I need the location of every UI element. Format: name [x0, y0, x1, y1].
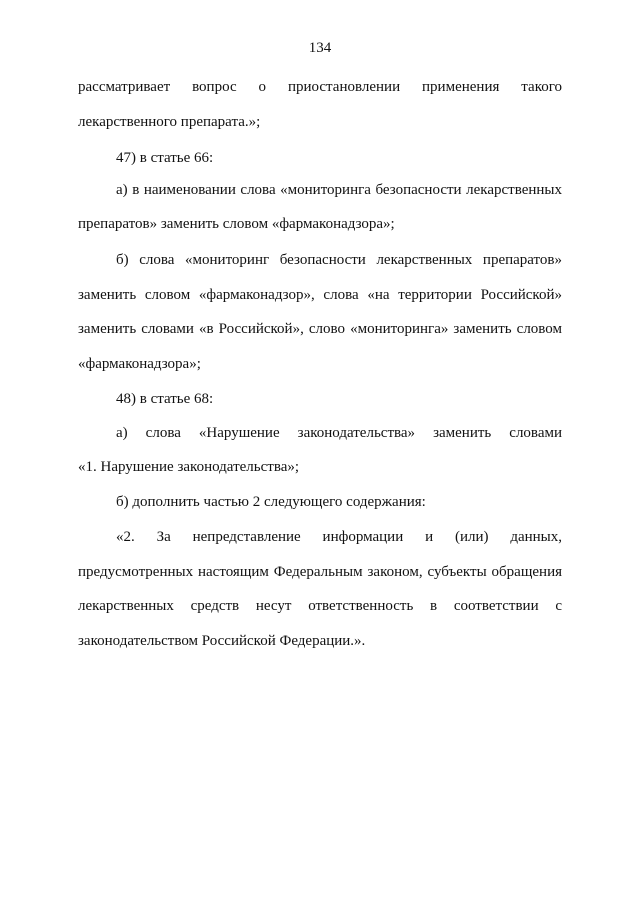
text-line: а) слова «Нарушение законодательства» заменить словами	[116, 425, 562, 441]
text-line: предусмотренных настоящим Федеральным законом, субъекты обращения	[78, 564, 562, 580]
text-line: заменить словом «фармаконадзор», слова «на территории Российской»	[78, 287, 562, 303]
text-line: «фармаконадзора»;	[78, 356, 201, 372]
text-line: препаратов» заменить словом «фармаконадзора»;	[78, 216, 395, 232]
text-line: «2. За непредставление информации и (или) данных,	[116, 529, 562, 545]
text-line: 47) в статье 66:	[116, 150, 214, 166]
text-line: б) слова «мониторинг безопасности лекарственных препаратов»	[116, 252, 562, 268]
text-line: лекарственного препарата.»;	[78, 114, 261, 130]
text-line: заменить словами «в Российской», слово «мониторинга» заменить словом	[78, 321, 562, 337]
text-line: законодательством Российской Федерации.».	[78, 633, 366, 649]
page-number: 134	[308, 40, 332, 56]
text-line: рассматривает вопрос о приостановлении применения такого	[78, 79, 562, 95]
text-line: «1. Нарушение законодательства»;	[78, 459, 300, 475]
text-line: 48) в статье 68:	[116, 391, 214, 407]
text-line: б) дополнить частью 2 следующего содержания:	[116, 494, 426, 510]
text-line: а) в наименовании слова «мониторинга безопасности лекарственных	[116, 182, 562, 198]
text-line: лекарственных средств несут ответственность в соответствии с	[78, 598, 562, 614]
